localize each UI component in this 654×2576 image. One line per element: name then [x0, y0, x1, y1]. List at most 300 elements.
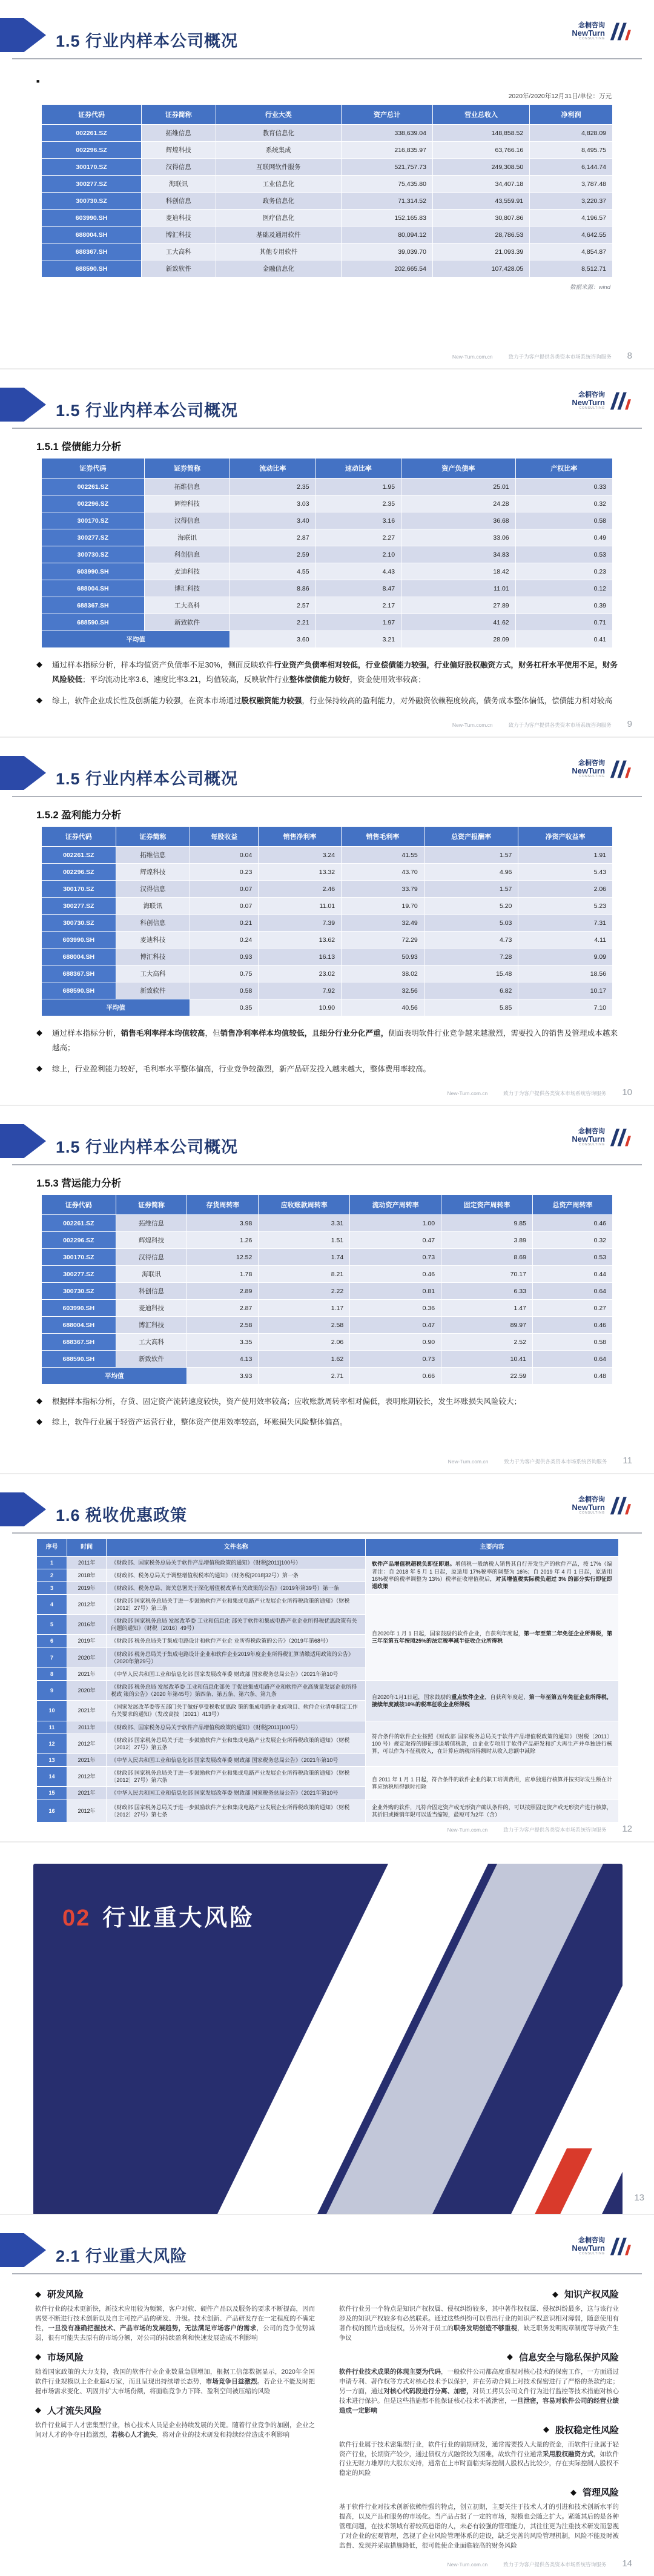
brand-name-en: NewTurn — [572, 398, 605, 408]
average-cell: 3.60 — [230, 631, 315, 648]
risk-section-body — [339, 2440, 619, 2479]
table-head — [42, 1195, 613, 1215]
intro-paragraph — [52, 74, 618, 84]
text-run: ，缺乏职务发明规章制度等导致产生争议 — [339, 2324, 619, 2342]
text-run: ，公司的竞争优势减弱，很有可能失去原有的市场分额，对公司的持续盈利和快速发展造成不利影响 — [35, 2324, 315, 2342]
text-run: 自2020年 1 月 1 日起，国家鼓励的软件企业，自获利年度起， — [371, 1631, 524, 1637]
table-row — [42, 159, 613, 176]
table-cell: 博汇科技 — [144, 580, 230, 597]
table-cell: 汉得信息 — [142, 159, 216, 176]
table-cell: 博汇科技 — [142, 227, 216, 243]
bullet-text — [52, 658, 618, 687]
header-divider — [12, 1532, 642, 1534]
table-cell: 4.11 — [518, 932, 613, 949]
text-run: ；平均流动比率3.6、速度比率3.21，均值较高，反映软件行业 — [82, 675, 289, 684]
table-cell: 博汇科技 — [116, 949, 190, 965]
column-header: 每股收益 — [190, 827, 259, 847]
policy-content — [365, 1721, 618, 1767]
table-cell: 002296.SZ — [42, 142, 142, 159]
table-row — [42, 915, 613, 932]
table-row — [42, 563, 613, 580]
section-number: 02 — [62, 1906, 91, 1931]
table-cell: 300730.SZ — [42, 915, 116, 932]
table-cell: 8,495.75 — [530, 142, 613, 159]
policy-doc: 《财政部、国家税务总局关于软件产品增值税政策的通知》（财税[2011]100号） — [107, 1556, 366, 1569]
risk-section-title: 研发风险 — [47, 2290, 84, 2300]
table-row — [42, 614, 613, 631]
table-cell: 0.33 — [515, 478, 612, 495]
table-cell: 2.52 — [441, 1334, 533, 1351]
risk-section-body — [339, 2368, 619, 2416]
slide-footer — [452, 351, 632, 361]
table-cell: 688590.SH — [42, 1351, 116, 1368]
table-cell: 科创信息 — [144, 546, 230, 563]
risk-section-title: 人才流失风险 — [47, 2405, 102, 2416]
table-cell: 30,807.86 — [432, 210, 529, 227]
column-header: 证券简称 — [116, 1195, 187, 1215]
chevron-arrow-icon — [0, 2233, 46, 2267]
footer-slogan: 致力于为客户提供各类资本市场系统咨询服务 — [508, 354, 612, 360]
solvency-table — [41, 458, 613, 648]
brand-tagline: CONSULTING — [579, 406, 605, 411]
chevron-arrow-icon — [0, 756, 46, 790]
table-cell: 688367.SH — [42, 243, 142, 260]
table-row — [42, 881, 613, 898]
table-cell: 7.39 — [259, 915, 342, 932]
table-cell: 3.40 — [230, 512, 315, 529]
brand-name-en: NewTurn — [572, 766, 605, 776]
table-row — [42, 1283, 613, 1300]
policy-year: 2016年 — [67, 1615, 106, 1635]
table-cell: 1.74 — [259, 1249, 350, 1266]
table-cell: 4.13 — [187, 1351, 259, 1368]
footer-site-link[interactable]: New-Turn.com.cn — [452, 722, 493, 728]
table-cell: 2.87 — [187, 1300, 259, 1317]
policy-doc: 《财政部、税务总局、海关总署关于深化增值税改革有关政策的公告》（2019年第39号）第一条 — [107, 1581, 366, 1594]
text-run: ，将对企业的技术研发和持续经营造成不利影响 — [156, 2431, 289, 2439]
table-cell: 18.56 — [518, 965, 613, 982]
table-cell: 互联网软件服务 — [216, 159, 341, 176]
footer-site-link[interactable]: New-Turn.com.cn — [448, 1459, 489, 1465]
table-cell: 002296.SZ — [42, 864, 116, 881]
table-cell: 8.86 — [230, 580, 315, 597]
table-cell: 5.03 — [424, 915, 518, 932]
table-cell: 3,220.37 — [530, 193, 613, 210]
table-cell: 系统集成 — [216, 142, 341, 159]
table-cell: 0.36 — [350, 1300, 441, 1317]
bullet-item — [36, 658, 618, 687]
text-run: 通过样本指标分析， — [52, 1029, 121, 1038]
column-header: 证券简称 — [144, 459, 230, 478]
policy-doc: 《财政部 税务总局 发展改革委 工业和信息化部关 于促进集成电路产业和软件产业高质量发展企业所得税政 策的公告》（2020 年第45号）第四条、第五条、第六条、第九条 — [107, 1681, 366, 1701]
table-cell: 300170.SZ — [42, 881, 116, 898]
table-cell: 41.55 — [342, 847, 424, 864]
table-cell: 4,854.87 — [530, 243, 613, 260]
table-cell: 海联讯 — [142, 176, 216, 193]
table-cell: 300277.SZ — [42, 529, 145, 546]
brand-name-cn: 念桐咨询 — [578, 760, 605, 767]
page-title: 1.5 行业内样本公司概况 — [56, 32, 239, 50]
policy-content — [365, 1800, 618, 1822]
newturn-n-icon — [609, 1495, 631, 1517]
text-run: 对核心代码段进行分离、加密， — [383, 2387, 473, 2395]
column-header: 行业大类 — [216, 105, 341, 125]
header-row — [42, 459, 613, 478]
page-title: 1.5 行业内样本公司概况 — [56, 770, 239, 788]
section-subtitle: 1.5.1 偿债能力分析 — [36, 442, 122, 452]
page-number: 9 — [627, 719, 632, 729]
table-cell: 6.82 — [424, 982, 518, 999]
table-cell: 11.01 — [401, 580, 516, 597]
policy-no: 12 — [37, 1733, 67, 1753]
average-cell: 0.41 — [515, 631, 612, 648]
diamond-icon: ◆ — [35, 2289, 41, 2299]
table-cell: 1.78 — [187, 1266, 259, 1283]
column-header: 存货周转率 — [187, 1195, 259, 1215]
slide-footer — [452, 719, 632, 729]
text-run: 根据样本指标分析，存货、固定资产流转速度较快，资产使用效率较高；应收账款周转率相对偏低，表明账期较长，发生坏账损失风险较大； — [52, 1397, 522, 1406]
table-cell: 科创信息 — [116, 1283, 187, 1300]
column-header: 资产负债率 — [401, 459, 516, 478]
table-row — [42, 142, 613, 159]
table-cell: 24.28 — [401, 495, 516, 512]
table-cell: 新致软件 — [116, 1351, 187, 1368]
table-cell: 3.35 — [187, 1334, 259, 1351]
average-cell: 7.10 — [518, 999, 613, 1016]
footer-site-link[interactable]: New-Turn.com.cn — [447, 1827, 488, 1833]
table-cell: 19.70 — [342, 898, 424, 915]
table-row — [42, 176, 613, 193]
table-cell: 002261.SZ — [42, 1215, 116, 1232]
diamond-bullet-icon: ◆ — [36, 1028, 42, 1037]
policy-no: 9 — [37, 1681, 67, 1701]
table-cell: 2.21 — [230, 614, 315, 631]
profitability-table — [41, 826, 613, 1016]
table-cell: 麦迪科技 — [116, 932, 190, 949]
table-cell: 工大高科 — [116, 965, 190, 982]
table-body — [42, 478, 613, 648]
policy-year: 2012年 — [67, 1594, 106, 1614]
tax-policy-table — [36, 1538, 619, 1823]
table-cell: 107,428.05 — [432, 260, 529, 277]
policy-doc: 《财政部、税务总局关于调整增值税税率的通知》（财务税[2018]32号）第一条 — [107, 1569, 366, 1581]
footer-slogan: 致力于为客户提供各类资本市场系统咨询服务 — [508, 722, 612, 728]
table-cell: 688367.SH — [42, 965, 116, 982]
table-cell: 0.47 — [350, 1232, 441, 1249]
average-cell: 10.90 — [259, 999, 342, 1016]
table-cell: 2.06 — [518, 881, 613, 898]
chevron-arrow-icon — [0, 388, 46, 422]
table-cell: 38.02 — [342, 965, 424, 982]
text-run: ，如软件行业无财力雄厚的大股东支持，通常在上市时面临实际控制人股权占比较少，存在实际控制人股权不稳定的风险 — [339, 2450, 619, 2477]
diamond-icon: ◆ — [570, 2487, 576, 2497]
policy-doc: 《中华人民共和国工业和信息化部 国家发展改革委 财政部 国家税务总局公告》（2021年第10号 — [107, 1667, 366, 1680]
slide-section-divider — [0, 1841, 654, 2214]
policy-content — [365, 1556, 618, 1594]
table-cell: 新致软件 — [142, 260, 216, 277]
analysis-bullets — [36, 1394, 618, 1430]
text-run: 软件行业属于技术密集型行业，软件行业的前期研发，通常需要投入大量的资金，而软件行业属于轻资产行业，长期资产较少，通过债权方式融资较为困难，故软件行业通常 — [339, 2440, 619, 2458]
table-cell: 300277.SZ — [42, 1266, 116, 1283]
table-cell: 汉得信息 — [144, 512, 230, 529]
table-cell: 3.24 — [259, 847, 342, 864]
page-number: 14 — [622, 2558, 632, 2569]
bullet-item — [36, 1062, 618, 1076]
slide-footer — [448, 1455, 632, 1466]
text-run: 市场竞争日益激烈 — [205, 2377, 257, 2385]
table-cell: 0.47 — [350, 1317, 441, 1334]
brand-name-en: NewTurn — [572, 1134, 605, 1144]
slide-content — [0, 807, 654, 1076]
table-cell: 688004.SH — [42, 227, 142, 243]
brand-tagline: CONSULTING — [579, 1143, 605, 1147]
average-cell: 5.85 — [424, 999, 518, 1016]
text-run: 一旦没有准确把握技术、产品市场的发展趋势，无法满足市场客户的需求 — [48, 2324, 257, 2332]
column-header: 时间 — [67, 1539, 106, 1557]
risk-section-header — [35, 2404, 315, 2417]
risk-section-header — [339, 2288, 619, 2300]
table-row — [42, 1215, 613, 1232]
table-cell: 688590.SH — [42, 260, 142, 277]
table-row — [42, 1249, 613, 1266]
slide-header — [0, 1106, 654, 1164]
average-label: 平均值 — [42, 999, 190, 1016]
table-cell: 688367.SH — [42, 597, 145, 614]
table-cell: 0.23 — [190, 864, 259, 881]
table-cell: 33.79 — [342, 881, 424, 898]
footer-site-link[interactable]: New-Turn.com.cn — [447, 2561, 488, 2568]
policy-doc: 《财政部 国家税务总局关于进一步鼓励软件产业和集成电路产业发展企业所得税政策的通知》（财税〔2012〕27号）第三条 — [107, 1594, 366, 1614]
table-cell: 3.03 — [230, 495, 315, 512]
table-cell: 3.98 — [187, 1215, 259, 1232]
policy-year: 2012年 — [67, 1733, 106, 1753]
table-cell: 基础及通用软件 — [216, 227, 341, 243]
table-cell: 43,559.91 — [432, 193, 529, 210]
average-cell: 0.48 — [532, 1368, 612, 1385]
text-run: 软件行业另一个特点是知识产权权属、侵权纠纷较多，其中著作权权属、侵权纠纷最多，这与该行业涉及的知识产权较多有必然联系。通过这些纠纷可以看出行业的知识产权意识相对薄弱，随意使用有著作权的图片造成侵权，另外对于员工的 — [339, 2305, 619, 2332]
policy-doc: 《中华人民共和国工业和信息化部 国家发展改革委 财政部 国家税务总局公告》（2021年第10号 — [107, 1787, 366, 1800]
table-cell: 688367.SH — [42, 1334, 116, 1351]
table-cell: 2.27 — [315, 529, 401, 546]
slide-sample-overview — [0, 0, 654, 368]
footer-slogan: 致力于为客户提供各类资本市场系统咨询服务 — [504, 1459, 607, 1465]
table-cell: 15.48 — [424, 965, 518, 982]
text-run: 对其增值税实际税负超过 3% 的部分实行即征即退政策 — [371, 1575, 612, 1589]
table-cell: 11.01 — [259, 898, 342, 915]
average-cell: 40.56 — [342, 999, 424, 1016]
brand-name-en: NewTurn — [572, 28, 605, 38]
slide-solvency — [0, 368, 654, 737]
table-caption: 2020年/2020年12月31日/单位：万元 — [508, 93, 612, 100]
column-header: 总资产报酬率 — [424, 827, 518, 847]
section-subtitle: 1.5.2 盈利能力分析 — [36, 810, 122, 821]
page-title: 1.5 行业内样本公司概况 — [56, 1138, 239, 1156]
table-cell: 202,665.54 — [342, 260, 433, 277]
table-cell: 0.53 — [532, 1249, 612, 1266]
text-run: 基于软件行业对技术创新依赖性强的特点，创立初期，主要关注于技术人才的引进和技术创新水平的提高，以及产品和服务的市场化。当产品占据了一定的市场，规模也会随之扩大。紧随其后的是各种管理问题，在技术领域有着较高造诣的人，未必有较强的管理能力，其往往更为注重技术研发而忽视了对企业的宏观管理，忽视了企业风险管理体系的建设，缺乏完善的风险管理机制，风险不能及时被监督、发现并采取措施降低，很可能使企业面临较高的财务风险 — [339, 2503, 619, 2550]
brand-logo — [572, 758, 631, 780]
policy-no: 6 — [37, 1635, 67, 1647]
table-cell: 1.95 — [315, 478, 401, 495]
table-cell: 0.27 — [532, 1300, 612, 1317]
table-cell: 0.73 — [350, 1249, 441, 1266]
column-header: 营业总收入 — [432, 105, 529, 125]
text-run: 企业外购的软件，凡符合固定资产或无形资产确认条件的，可以按照固定资产或无形资产进行核算，其折旧或摊销年限可以适当缩短，最短可为2年（含） — [371, 1804, 612, 1818]
average-label: 平均值 — [42, 631, 230, 648]
table-row — [42, 1317, 613, 1334]
table-cell: 6,144.74 — [530, 159, 613, 176]
table-cell: 32.56 — [342, 982, 424, 999]
table-cell: 1.91 — [518, 847, 613, 864]
brand-logo-text — [572, 1496, 605, 1515]
page-number: 10 — [622, 1087, 632, 1098]
policy-doc: 《中华人民共和国工业和信息化部 国家发展改革委 财政部 国家税务总局公告》（2021年第10号 — [107, 1754, 366, 1767]
table-cell: 0.71 — [515, 614, 612, 631]
column-header: 主要内容 — [365, 1539, 618, 1557]
page-number: 11 — [623, 1455, 632, 1466]
table-cell: 33.06 — [401, 529, 516, 546]
table-cell: 辉煌科技 — [144, 495, 230, 512]
table-cell: 2.17 — [315, 597, 401, 614]
risk-section-title: 信息安全与隐私保护风险 — [518, 2352, 619, 2363]
table-cell: 8.21 — [259, 1266, 350, 1283]
table-cell: 300730.SZ — [42, 193, 142, 210]
column-header: 文件名称 — [107, 1539, 366, 1557]
table-cell: 002261.SZ — [42, 478, 145, 495]
text-run: ，但 — [205, 1029, 220, 1038]
table-cell: 4.73 — [424, 932, 518, 949]
text-run: 软件产品增值税超税负即征即退。 — [371, 1561, 455, 1568]
table-cell: 32.49 — [342, 915, 424, 932]
column-header: 证券简称 — [116, 827, 190, 847]
average-cell: 28.09 — [401, 631, 516, 648]
table-cell: 医疗信息化 — [216, 210, 341, 227]
policy-year: 2019年 — [67, 1635, 106, 1647]
table-cell: 50.93 — [342, 949, 424, 965]
risk-section-body — [35, 2421, 315, 2440]
table-cell: 0.44 — [532, 1266, 612, 1283]
text-run: 股权融资能力较强 — [241, 696, 302, 705]
table-cell: 辉煌科技 — [142, 142, 216, 159]
table-cell: 海联讯 — [116, 898, 190, 915]
text-run: 行业资产负债率相对较低，行业偿债能力较强，行业偏好股权融资方式，财务杠杆水平使用不足，财务风险较低 — [52, 661, 618, 684]
table-cell: 16.13 — [259, 949, 342, 965]
table-row — [42, 847, 613, 864]
table-cell: 13.62 — [259, 932, 342, 949]
risk-section-header — [35, 2288, 315, 2300]
table-cell: 0.49 — [515, 529, 612, 546]
footer-site-link[interactable]: New-Turn.com.cn — [447, 1090, 488, 1096]
table-cell: 300730.SZ — [42, 1283, 116, 1300]
diamond-icon: ◆ — [35, 2405, 41, 2415]
brand-logo — [572, 1127, 631, 1148]
table-cell: 688004.SH — [42, 580, 145, 597]
column-header: 销售净利率 — [259, 827, 342, 847]
column-header: 流动比率 — [230, 459, 315, 478]
table-cell: 0.64 — [532, 1283, 612, 1300]
table-cell: 5.43 — [518, 864, 613, 881]
table-cell: 工大高科 — [116, 1334, 187, 1351]
section-title — [62, 1899, 255, 1932]
table-body — [42, 847, 613, 1016]
table-body — [42, 1215, 613, 1385]
table-cell: 72.29 — [342, 932, 424, 949]
policy-no: 3 — [37, 1581, 67, 1594]
table-cell: 338,639.04 — [342, 125, 433, 142]
footer-site-link[interactable]: New-Turn.com.cn — [452, 354, 493, 360]
page-number: 13 — [634, 2193, 644, 2203]
text-run: ，自获利年度起， — [484, 1694, 529, 1700]
policy-year: 2021年 — [67, 1667, 106, 1680]
diamond-bullet-icon: ◆ — [36, 1063, 42, 1073]
header-divider — [12, 58, 642, 59]
table-cell: 9.85 — [441, 1215, 533, 1232]
table-cell: 8.69 — [441, 1249, 533, 1266]
column-header: 产权比率 — [515, 459, 612, 478]
table-row — [42, 982, 613, 999]
text-run: 职务发明创造不够重视 — [454, 2324, 517, 2332]
diamond-icon: ◆ — [35, 2352, 41, 2362]
table-row — [42, 1232, 613, 1249]
bullet-item — [36, 1026, 618, 1056]
table-cell: 71,314.52 — [342, 193, 433, 210]
table-cell: 2.10 — [315, 546, 401, 563]
table-cell: 8,512.71 — [530, 260, 613, 277]
table-head — [42, 105, 613, 125]
table-row — [42, 597, 613, 614]
page-title: 1.5 行业内样本公司概况 — [56, 402, 239, 420]
policy-content — [365, 1767, 618, 1800]
table-cell: 1.47 — [441, 1300, 533, 1317]
policy-doc: 《财政部 税务总局关于集成电路设计企业和软件企业2019年度企业所得税汇算清缴适用政策的公告》（2020年第29号） — [107, 1647, 366, 1667]
table-row — [42, 193, 613, 210]
text-run: 综上，行业盈利能力较好，毛利率水平整体偏高，行业竞争较激烈，新产品研发投入越来越大，整体费用率较高。 — [52, 1064, 431, 1073]
table-cell: 工大高科 — [144, 597, 230, 614]
slide-profitability — [0, 737, 654, 1105]
policy-no: 2 — [37, 1569, 67, 1581]
table-cell: 1.97 — [315, 614, 401, 631]
table-cell: 辉煌科技 — [116, 1232, 187, 1249]
column-header: 证券代码 — [42, 1195, 116, 1215]
table-cell: 80,094.12 — [342, 227, 433, 243]
text-run: 。若企业不能及时把握市场需求变化、巩固并扩大市场份额，将面临竞争力下降、盈利空间被压缩的风险 — [35, 2377, 315, 2395]
text-run: 整体偿债能力较好 — [289, 675, 350, 684]
table-cell: 300170.SZ — [42, 1249, 116, 1266]
table-cell: 63,766.16 — [432, 142, 529, 159]
table-head — [37, 1539, 619, 1557]
brand-logo — [572, 2236, 631, 2257]
newturn-n-icon — [609, 2236, 631, 2257]
table-cell: 21,093.39 — [432, 243, 529, 260]
table-cell: 0.73 — [350, 1351, 441, 1368]
slide-footer — [448, 1824, 632, 1834]
footer-slogan: 致力于为客户提供各类资本市场系统咨询服务 — [503, 1827, 607, 1833]
brand-name-cn: 念桐咨询 — [578, 22, 605, 30]
section-name: 行业重大风险 — [102, 1906, 256, 1931]
table-cell: 1.62 — [259, 1351, 350, 1368]
header-divider — [12, 796, 642, 797]
slide-content — [0, 1538, 654, 1823]
table-cell: 7.31 — [518, 915, 613, 932]
table-cell: 300730.SZ — [42, 546, 145, 563]
table-cell: 工业信息化 — [216, 176, 341, 193]
policy-row — [37, 1767, 619, 1787]
column-header: 证券简称 — [142, 105, 216, 125]
table-cell: 1.00 — [350, 1215, 441, 1232]
brand-logo — [572, 1495, 631, 1517]
table-cell: 2.58 — [187, 1317, 259, 1334]
diamond-bullet-icon: ◆ — [36, 1417, 42, 1426]
